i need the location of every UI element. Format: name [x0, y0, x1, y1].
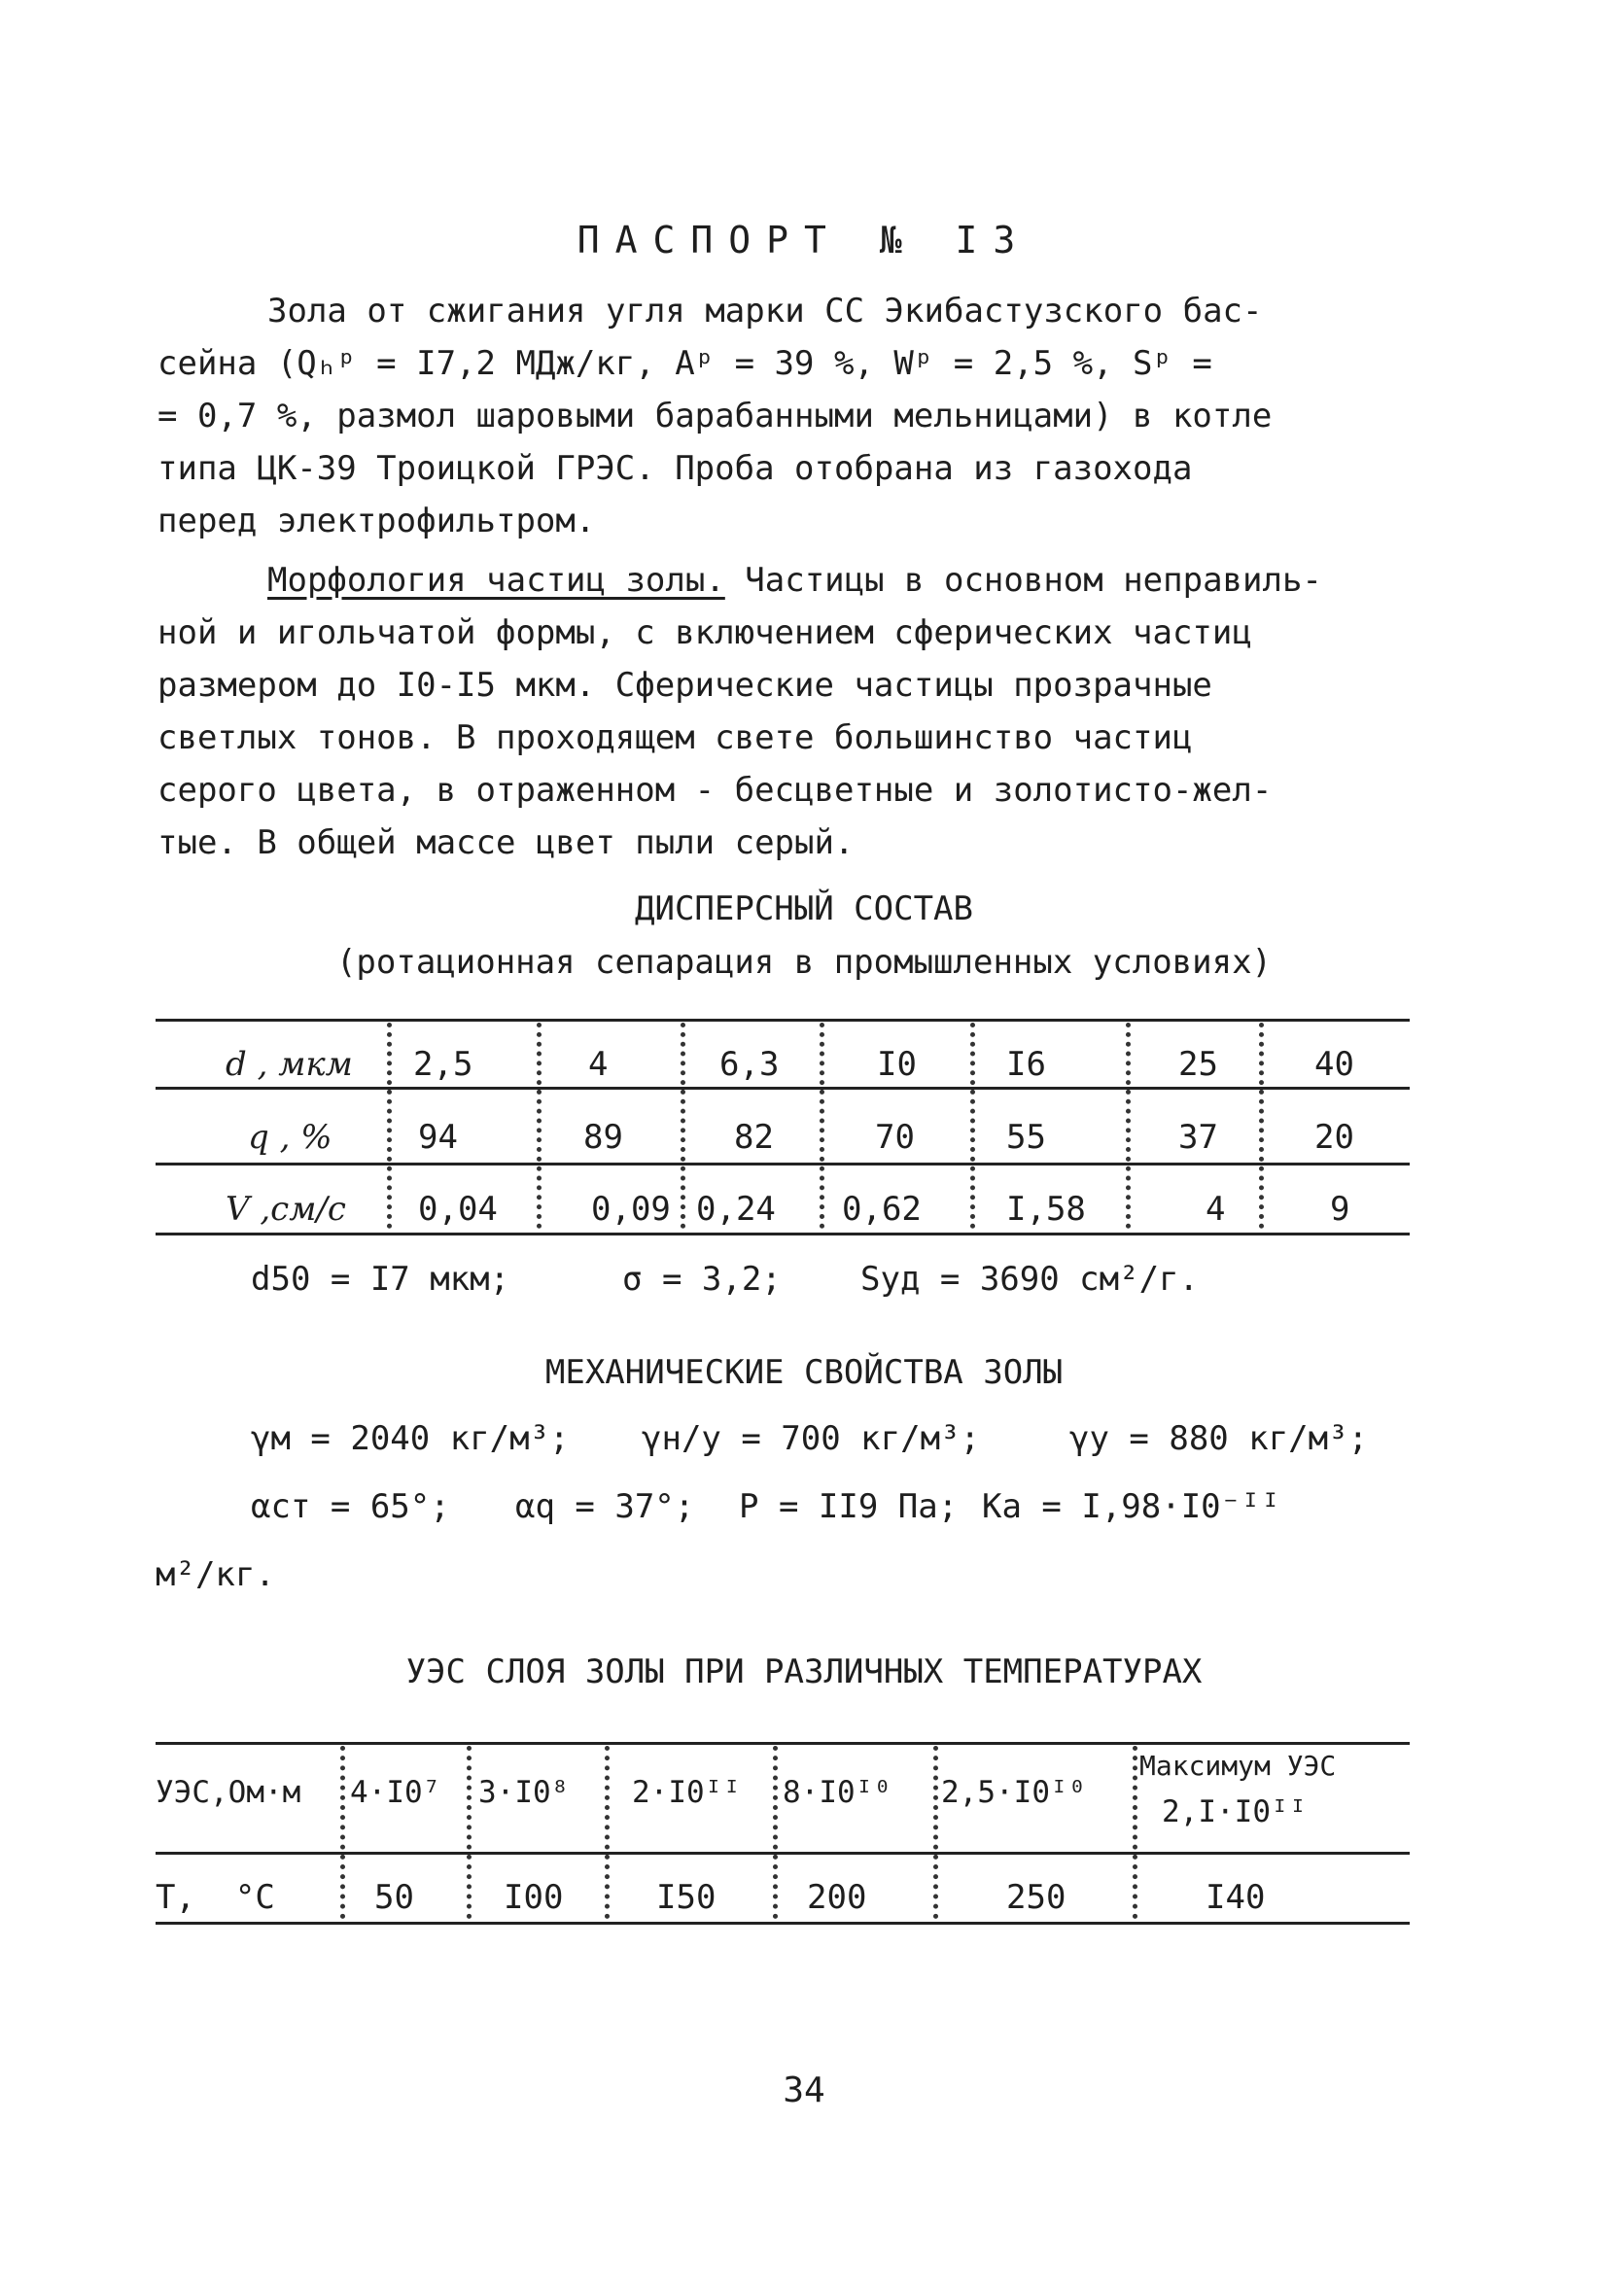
table-cell: 0,62 — [842, 1190, 922, 1229]
table-cell: 82 — [734, 1118, 774, 1157]
ues-max-label: Максимум УЭС — [1139, 1750, 1337, 1782]
d50-value: d50 = I7 мкм; — [251, 1260, 510, 1299]
table-cell: I50 — [656, 1878, 717, 1917]
specific-surface-value: Sуд = 3690 см²/г. — [860, 1260, 1199, 1299]
table-cell: 2,5·I0ᴵ⁰ — [941, 1775, 1087, 1810]
table-cell: 6,3 — [719, 1045, 780, 1084]
intro-line-5: перед электрофильтром. — [157, 502, 596, 540]
dispersion-subheading: (ротационная сепарация в промышленных условиях) — [335, 943, 1273, 982]
morphology-line-5: серого цвета, в отраженном - бесцветные и золотисто-жел- — [157, 771, 1273, 810]
column-separator — [605, 1746, 610, 1919]
table-cell: 200 — [807, 1878, 867, 1917]
morphology-line-3: размером до I0-I5 мкм. Сферические частицы прозрачные — [157, 666, 1212, 705]
column-separator — [1126, 1023, 1131, 1229]
column-separator — [537, 1023, 542, 1229]
table-rule — [156, 1922, 1410, 1925]
table-cell: 20 — [1314, 1118, 1354, 1157]
table-cell: 0,24 — [696, 1190, 776, 1229]
table-cell: 250 — [1006, 1878, 1066, 1917]
intro-line-3: = 0,7 %, размол шаровыми барабанными мельницами) в котле — [157, 397, 1273, 435]
table-cell: 94 — [418, 1118, 458, 1157]
density-bulk: γм = 2040 кг/м³; — [251, 1419, 570, 1458]
morphology-line-2: ной и игольчатой формы, с включением сферических частиц — [157, 613, 1252, 652]
coefficient-ka-unit: м²/кг. — [156, 1555, 275, 1594]
table-cell: 4·I0⁷ — [350, 1775, 441, 1810]
table-rule — [156, 1163, 1410, 1165]
intro-line-4: типа ЦК-39 Троицкой ГРЭС. Проба отобрана из газохода — [157, 449, 1193, 488]
ues-max-value: 2,I·I0ᴵᴵ — [1162, 1794, 1308, 1829]
table-cell: 9 — [1330, 1190, 1350, 1229]
intro-line-1: Зола от сжигания угля марки СС Экибастузского бас- — [267, 292, 1263, 330]
coefficient-ka: Ka = I,98·I0⁻ᴵᴵ — [982, 1487, 1281, 1526]
table-cell: I6 — [1006, 1045, 1046, 1084]
table-cell: 4 — [588, 1045, 609, 1084]
column-separator — [933, 1746, 938, 1919]
morphology-line-1 — [267, 554, 1322, 607]
table-cell: I,58 — [1006, 1190, 1086, 1229]
table-cell: 0,04 — [418, 1190, 498, 1229]
column-separator — [1259, 1023, 1264, 1229]
sigma-value: σ = 3,2; — [622, 1260, 782, 1299]
column-separator — [681, 1023, 685, 1229]
table-cell: I40 — [1206, 1878, 1266, 1917]
ues-row-label: УЭС,Ом·м — [156, 1775, 301, 1810]
table-cell: 2·I0ᴵᴵ — [632, 1775, 741, 1810]
table-cell: 25 — [1178, 1045, 1218, 1084]
column-separator — [387, 1023, 392, 1229]
morphology-line-4: светлых тонов. В проходящем свете большинство частиц — [157, 718, 1193, 757]
tensile-strength: P = II9 Па; — [739, 1487, 959, 1526]
passport-title: ПАСПОРТ № I3 — [577, 219, 1031, 261]
column-separator — [820, 1023, 824, 1229]
row-label-v: V ,см/с — [226, 1190, 346, 1229]
density-loose: γн/у = 700 кг/м³; — [642, 1419, 980, 1458]
ues-heading: УЭС СЛОЯ ЗОЛЫ ПРИ РАЗЛИЧНЫХ ТЕМПЕРАТУРАХ — [405, 1652, 1203, 1691]
column-separator — [970, 1023, 975, 1229]
row-label-d: d , мкм — [226, 1045, 353, 1084]
table-cell: 40 — [1314, 1045, 1354, 1084]
table-cell: 37 — [1178, 1118, 1218, 1157]
mechanical-heading: МЕХАНИЧЕСКИЕ СВОЙСТВА ЗОЛЫ — [544, 1353, 1064, 1392]
angle-repose-dynamic: αq = 37°; — [515, 1487, 695, 1526]
table-rule — [156, 1087, 1410, 1090]
table-cell: 0,09 — [591, 1190, 671, 1229]
morphology-line-6: тые. В общей массе цвет пыли серый. — [157, 823, 855, 862]
table-cell: I00 — [504, 1878, 564, 1917]
table-cell: 89 — [583, 1118, 623, 1157]
column-separator — [773, 1746, 778, 1919]
table-cell: 8·I0ᴵ⁰ — [783, 1775, 891, 1810]
column-separator — [467, 1746, 472, 1919]
morphology-text-1: Частицы в основном неправиль- — [724, 561, 1322, 600]
table-cell: 2,5 — [413, 1045, 473, 1084]
angle-repose-static: αст = 65°; — [251, 1487, 450, 1526]
table-rule — [156, 1742, 1410, 1745]
table-cell: 70 — [875, 1118, 915, 1157]
table-cell: 50 — [374, 1878, 414, 1917]
table-cell: 55 — [1006, 1118, 1046, 1157]
table-rule — [156, 1233, 1410, 1235]
table-cell: 3·I0⁸ — [478, 1775, 570, 1810]
temperature-row-label: T, °C — [156, 1878, 275, 1917]
column-separator — [340, 1746, 345, 1919]
column-separator — [1133, 1746, 1137, 1919]
intro-line-2: сейна (Qₕᵖ = I7,2 МДж/кг, Aᵖ = 39 %, Wᵖ = 2,5 %, Sᵖ = — [157, 344, 1212, 383]
dispersion-heading: ДИСПЕРСНЫЙ СОСТАВ — [635, 889, 973, 928]
morphology-heading: Морфология частиц золы. — [267, 561, 725, 600]
table-cell: 4 — [1206, 1190, 1226, 1229]
density-packed: γу = 880 кг/м³; — [1069, 1419, 1369, 1458]
row-label-q: q , % — [248, 1118, 332, 1157]
table-cell: I0 — [877, 1045, 917, 1084]
table-rule — [156, 1019, 1410, 1022]
page-number: 34 — [783, 2070, 825, 2110]
